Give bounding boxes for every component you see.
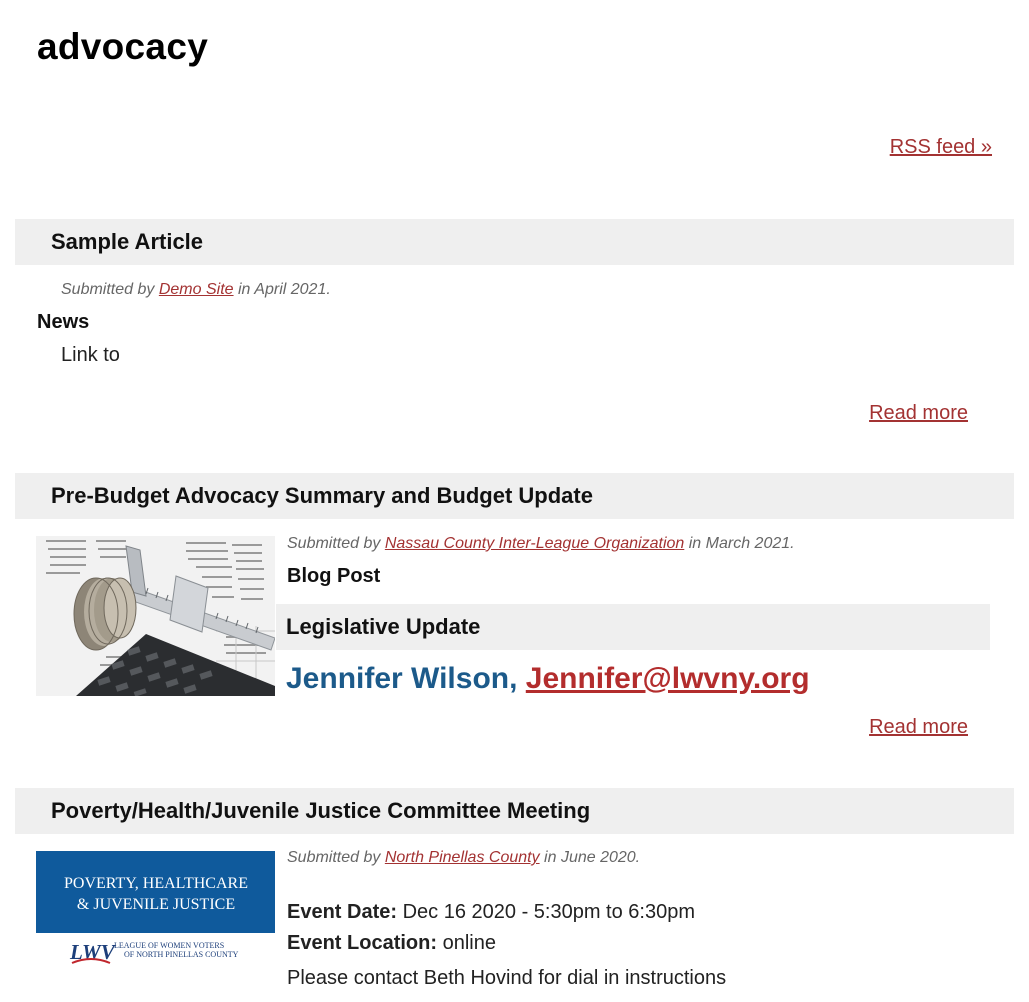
- article-thumbnail[interactable]: [36, 851, 275, 971]
- article-title-link[interactable]: Poverty/Health/Juvenile Justice Committee Meeting: [51, 798, 591, 823]
- article-title-link[interactable]: Sample Article: [51, 229, 204, 254]
- event-date-row: [287, 901, 695, 924]
- event-date-label: Event Date:: [287, 901, 398, 923]
- article-body: Please contact Beth Hovind for dial in instructions: [287, 967, 727, 989]
- submitted-prefix: Submitted by: [61, 281, 155, 298]
- contact-name: Jennifer Wilson,: [286, 662, 518, 695]
- date-text: in June 2020.: [544, 849, 641, 866]
- event-location-value: online: [442, 932, 496, 954]
- org-line-1: LEAGUE OF WOMEN VOTERS: [114, 941, 225, 950]
- submitted-line: [287, 849, 640, 867]
- org-line-2: OF NORTH PINELLAS COUNTY: [124, 950, 239, 959]
- event-location-label: Event Location:: [287, 932, 438, 954]
- date-text: in April 2021.: [238, 281, 331, 298]
- category-label: Blog Post: [287, 565, 381, 587]
- article-title-bar: [15, 473, 1014, 519]
- read-more-link[interactable]: Read more: [869, 716, 968, 738]
- contact-line: [286, 662, 810, 696]
- date-text: in March 2021.: [688, 535, 795, 552]
- article-body: Link to: [61, 344, 120, 366]
- rss-feed-link[interactable]: RSS feed »: [889, 136, 992, 158]
- submitted-line: [61, 281, 331, 299]
- poverty-healthcare-banner-image: [36, 851, 275, 971]
- lwv-logo: LWV: [70, 940, 115, 964]
- category-label: News: [37, 311, 90, 333]
- banner-line-2: & JUVENILE JUSTICE: [76, 896, 236, 913]
- article-title-link[interactable]: Pre-Budget Advocacy Summary and Budget Update: [51, 483, 593, 508]
- submitted-prefix: Submitted by: [287, 849, 381, 866]
- calculator-calipers-image: [36, 536, 275, 696]
- author-link[interactable]: Nassau County Inter-League Organization: [384, 535, 685, 552]
- event-date-value: Dec 16 2020 - 5:30pm to 6:30pm: [402, 901, 695, 923]
- subheading: Legislative Update: [286, 614, 481, 639]
- submitted-line: [287, 535, 795, 553]
- author-link[interactable]: North Pinellas County: [384, 849, 540, 866]
- author-link[interactable]: Demo Site: [158, 281, 234, 298]
- page-title: advocacy: [37, 26, 209, 67]
- submitted-prefix: Submitted by: [287, 535, 381, 552]
- contact-email-link[interactable]: Jennifer@lwvny.org: [525, 662, 810, 695]
- article-title-bar: [15, 219, 1014, 265]
- subheading-bar: [276, 604, 990, 650]
- article-thumbnail[interactable]: [36, 536, 275, 696]
- article-title-bar: [15, 788, 1014, 834]
- event-location-row: [287, 932, 496, 955]
- banner-line-1: POVERTY, HEALTHCARE: [64, 875, 248, 892]
- read-more-link[interactable]: Read more: [869, 402, 968, 424]
